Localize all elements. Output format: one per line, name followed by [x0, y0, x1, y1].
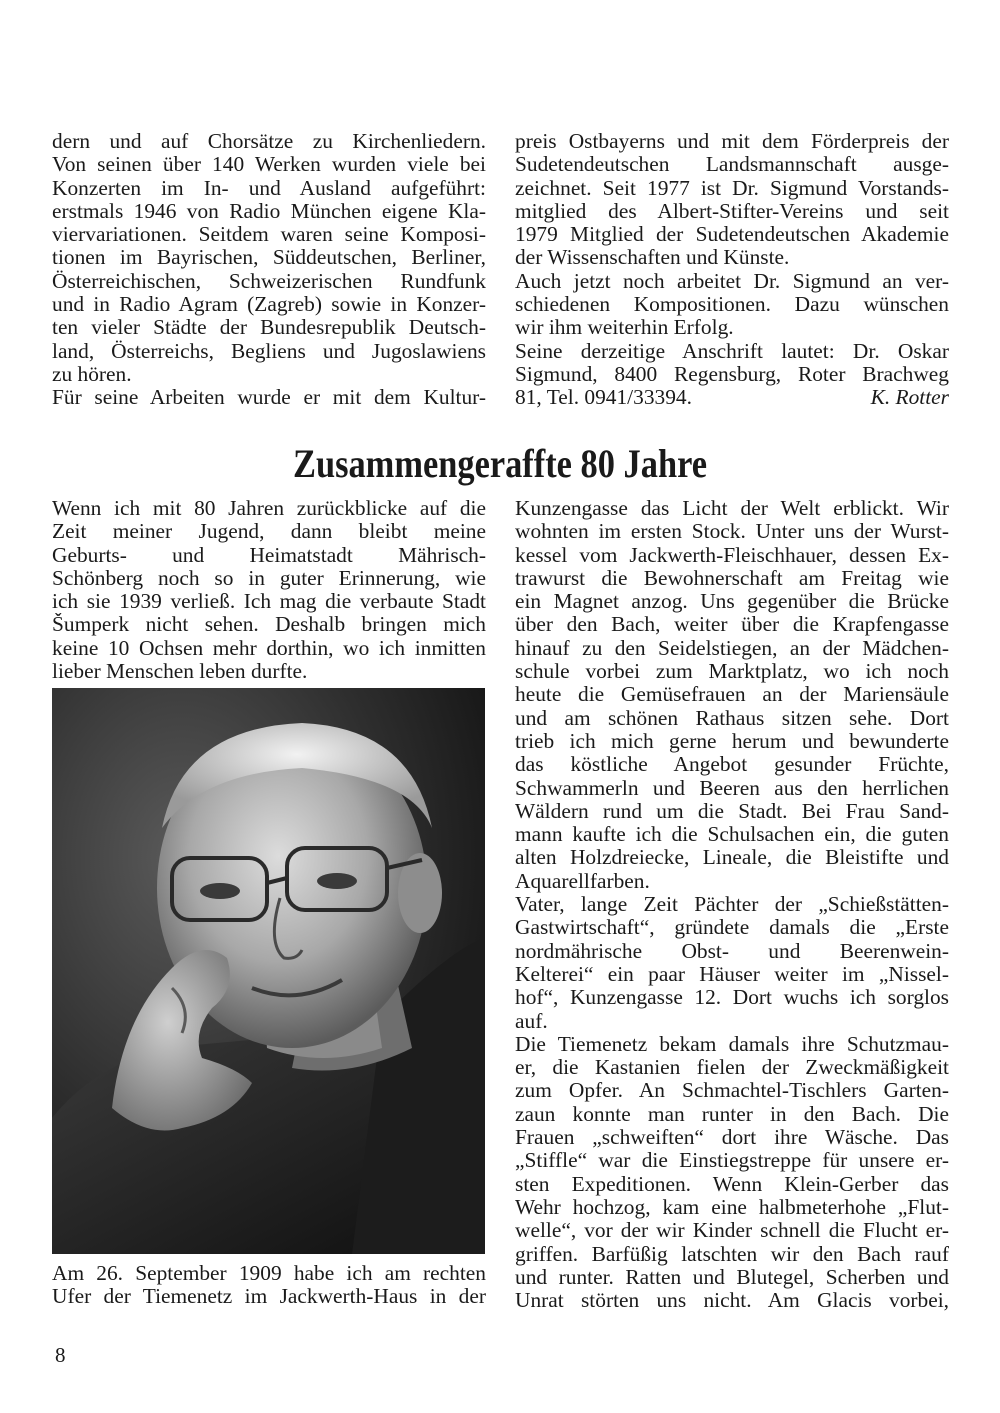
text-line: Geburts- und Heimatstadt Mährisch- [52, 543, 486, 567]
text-line: das köstliche Angebot gesunder Früchte, [515, 753, 949, 777]
text-line: Für seine Arbeiten wurde er mit dem Kultur- [52, 386, 486, 410]
text-line: er, die Kastanien fielen der Zweckmäßigkeit [515, 1056, 949, 1080]
text-line: mitglied des Albert-Stifter-Vereins und seit [515, 199, 949, 223]
text-line: Schönberg noch so in guter Erinnerung, wie [52, 566, 486, 590]
text-line: trieb ich mich gerne herum und bewunderte [515, 729, 949, 753]
text-line: über den Bach, weiter über die Krapfengasse [515, 613, 949, 637]
closing-address-line: 81, Tel. 0941/33394. [515, 385, 692, 410]
text-line: 1979 Mitglied der Sudetendeutschen Akademie [515, 223, 949, 247]
text-line: Aquarellfarben. [515, 869, 650, 893]
text-line: Schwammerln und Beeren aus den herrlichen [515, 776, 949, 800]
text-line: wohnten im ersten Stock. Unter uns der Wurst- [515, 520, 949, 544]
text-line: Sudetendeutschen Landsmannschaft ausge- [515, 153, 949, 177]
text-line: Zeit meiner Jugend, dann bleibt meine [52, 520, 486, 544]
text-line: Šumperk nicht sehen. Deshalb bringen mich [52, 613, 486, 637]
text-line: heute die Gemüsefrauen an der Mariensäule [515, 683, 949, 707]
portrait-illustration [52, 688, 485, 1254]
text-line: Seine derzeitige Anschrift lautet: Dr. Oskar [515, 339, 949, 363]
upper-left-column [52, 130, 486, 410]
text-line: schule vorbei zum Marktplatz, wo ich noch [515, 660, 949, 684]
lower-left-continuation-column [52, 1262, 486, 1309]
text-line: alten Holzdreiecke, Lineale, die Bleistifte und [515, 846, 949, 870]
text-line: Frauen „schweiften“ dort ihre Wäsche. Das [515, 1126, 949, 1150]
lower-right-column [515, 497, 949, 1312]
text-line: wir ihm weiterhin Erfolg. [515, 316, 734, 340]
text-line: hinauf zu den Seidelstiegen, an der Mädchen- [515, 636, 949, 660]
text-line: nordmährische Obst- und Beerenwein- [515, 939, 949, 963]
text-line: und am schönen Rathaus sitzen sehe. Dort [515, 706, 949, 730]
text-line: zaun konnte man runter in den Bach. Die [515, 1102, 949, 1126]
text-line: keine 10 Ochsen mehr dorthin, wo ich inmitten [52, 636, 486, 660]
text-line: Gastwirtschaft“, gründete damals die „Erste [515, 916, 949, 940]
text-line: lieber Menschen leben durfte. [52, 660, 308, 684]
text-line: Von seinen über 140 Werken wurden viele bei [52, 153, 486, 177]
text-line: der Wissenschaften und Künste. [515, 246, 790, 270]
text-line: Konzerten im In- und Ausland aufgeführt: [52, 176, 486, 200]
text-line: kessel vom Jackwerth-Fleischhauer, dessen Ex- [515, 543, 949, 567]
text-line: preis Ostbayerns und mit dem Förderpreis der [515, 130, 949, 153]
text-line: zu hören. [52, 362, 132, 386]
upper-right-lines [515, 130, 949, 386]
text-line: Wäldern rund um die Stadt. Bei Frau Sand- [515, 799, 949, 823]
lower-left-intro-column [52, 497, 486, 683]
text-line: Vater, lange Zeit Pächter der „Schießstätten- [515, 893, 949, 917]
text-line: ich sie 1939 verließ. Ich mag die verbaute Stadt [52, 590, 486, 614]
text-line: Ufer der Tiemenetz im Jackwerth-Haus in der [52, 1285, 486, 1309]
text-line: Kunzengasse das Licht der Welt erblickt. Wir [515, 497, 949, 520]
text-line: trawurst die Bewohnerschaft am Freitag wie [515, 566, 949, 590]
text-line: griffen. Barfüßig latschten wir den Bach rauf [515, 1242, 949, 1266]
text-line: Auch jetzt noch arbeitet Dr. Sigmund an ver- [515, 269, 949, 293]
text-line: mann kaufte ich die Schulsachen ein, die guten [515, 823, 949, 847]
text-line: ein Magnet anzog. Uns gegenüber die Brücke [515, 590, 949, 614]
text-line: Die Tiemenetz bekam damals ihre Schutzmau- [515, 1032, 949, 1056]
text-line: ten vieler Städte der Bundesrepublik Deutsch- [52, 316, 486, 340]
text-line: hof“, Kunzengasse 12. Dort wuchs ich sorglos [515, 986, 949, 1010]
page-number: 8 [55, 1343, 66, 1367]
text-line: zum Opfer. An Schmachtel-Tischlers Garten- [515, 1079, 949, 1103]
text-line: Wenn ich mit 80 Jahren zurückblicke auf die [52, 497, 486, 520]
text-line: schiedenen Kompositionen. Dazu wünschen [515, 293, 949, 317]
text-line: welle“, vor der wir Kinder schnell die Flucht er- [515, 1219, 949, 1243]
text-line: viervariationen. Seitdem waren seine Komposi- [52, 223, 486, 247]
text-line: tionen im Bayrischen, Süddeutschen, Berliner, [52, 246, 486, 270]
text-line: auf. [515, 1009, 548, 1033]
text-line: Unrat störten uns nicht. Am Glacis vorbei, [515, 1289, 949, 1313]
upper-right-column [515, 130, 949, 410]
text-line: zeichnet. Seit 1977 ist Dr. Sigmund Vorstands- [515, 176, 949, 200]
text-line: und runter. Ratten und Blutegel, Scherben und [515, 1265, 949, 1289]
text-line: Wehr hochzog, kam eine halbmeterhohe „Flut- [515, 1195, 949, 1219]
portrait-photo [52, 688, 485, 1254]
text-line: „Stiffle“ war die Einstiegstreppe für unsere er- [515, 1149, 949, 1173]
text-line: erstmals 1946 von Radio München eigene Kla- [52, 199, 486, 223]
text-line: Österreichischen, Schweizerischen Rundfunk [52, 269, 486, 293]
text-line: Sigmund, 8400 Regensburg, Roter Brachweg [515, 362, 949, 386]
text-line: sten Expeditionen. Wenn Klein-Gerber das [515, 1172, 949, 1196]
text-line: land, Österreichs, Begliens und Jugoslawiens [52, 339, 486, 363]
signature-row [515, 386, 949, 409]
text-line: Kelterei“ ein paar Häuser weiter im „Nissel- [515, 962, 949, 986]
article-title: Zusammengeraffte 80 Jahre [292, 441, 707, 486]
text-line: und in Radio Agram (Zagreb) sowie in Konzer- [52, 293, 486, 317]
text-line: Am 26. September 1909 habe ich am rechten [52, 1262, 486, 1285]
author-signature: K. Rotter [870, 385, 949, 410]
text-line: dern und auf Chorsätze zu Kirchenliedern. [52, 130, 486, 153]
